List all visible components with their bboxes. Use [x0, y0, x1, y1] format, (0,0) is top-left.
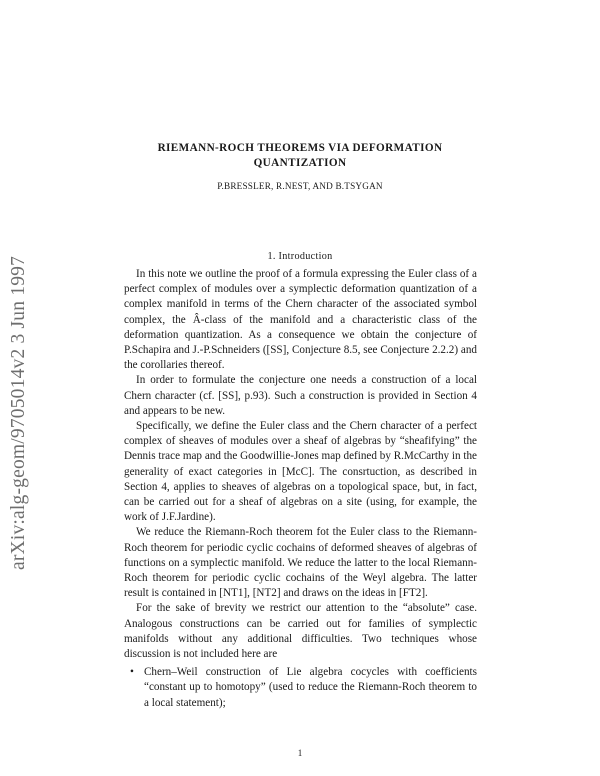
list-item: [124, 665, 477, 711]
paragraph-1: In this note we outline the proof of a formula expressing the Euler class of a perfect complex of modules over a symplectic deformation quantization of a complex manifold in terms of the Chern character of the associated symbol complex, the Â-class of the manifold and a characteristic class of the deformation quantization. As a consequence we obtain the conjecture of P.Schapira and J.-P.Schneiders ([SS], Conjecture 8.5, see Conjecture 2.2.2) and the corollaries thereof.: [124, 268, 477, 372]
paper-body: [124, 267, 477, 711]
paragraph-4: We reduce the Riemann-Roch theorem fot the Euler class to the Riemann-Roch theorem for periodic cyclic cochains of deformed sheaves of algebras of functions on a symplectic manifold. We reduce the latter to the local Riemann-Roch theorem for periodic cyclic cochains of the Weyl algebra. The latter result is contained in [NT1], [NT2] and draws on the ideas in [FT2].: [124, 526, 477, 600]
paragraph-5: For the sake of brevity we restrict our attention to the “absolute” case. Analogous constructions can be carried out for families of symplectic manifolds without any additional difficulties. Two techniques whose discussion is not included here are: [124, 602, 477, 661]
section-heading: 1. Introduction: [267, 251, 333, 262]
page-number: 1: [297, 748, 303, 758]
paper-title: [100, 141, 500, 171]
title-line-1: RIEMANN-ROCH THEOREMS VIA DEFORMATION: [157, 142, 443, 154]
author-list: P.BRESSLER, R.NEST, AND B.TSYGAN: [217, 181, 383, 191]
paragraph-2: In order to formulate the conjecture one needs a construction of a local Chern character (cf. [SS], p.93). Such a construction is provided in Section 4 and appears to be new.: [124, 374, 477, 417]
bullet-icon: •: [130, 666, 134, 679]
technique-list: [124, 665, 477, 711]
list-item-text: Chern–Weil construction of Lie algebra cocycles with coefficients “constant up to homotopy” (used to reduce the Riemann-Roch theorem to a local statement);: [144, 666, 477, 709]
arxiv-identifier: arXiv:alg-geom/9705014v2 3 Jun 1997: [8, 255, 29, 570]
paragraph-3: Specifically, we define the Euler class and the Chern character of a perfect complex of sheaves of modules over a sheaf of algebras by “sheafifying” the Dennis trace map and the Goodwillie-Jones map defined by R.McCarthy in the generality of exact categories in [McC]. The consrtuction, as described in Section 4, applies to sheaves of algebras on a topological space, but, in fact, can be carried out for a sheaf of algebras on a site (using, for example, the work of J.F.Jardine).: [124, 420, 477, 524]
title-line-2: QUANTIZATION: [253, 157, 347, 169]
